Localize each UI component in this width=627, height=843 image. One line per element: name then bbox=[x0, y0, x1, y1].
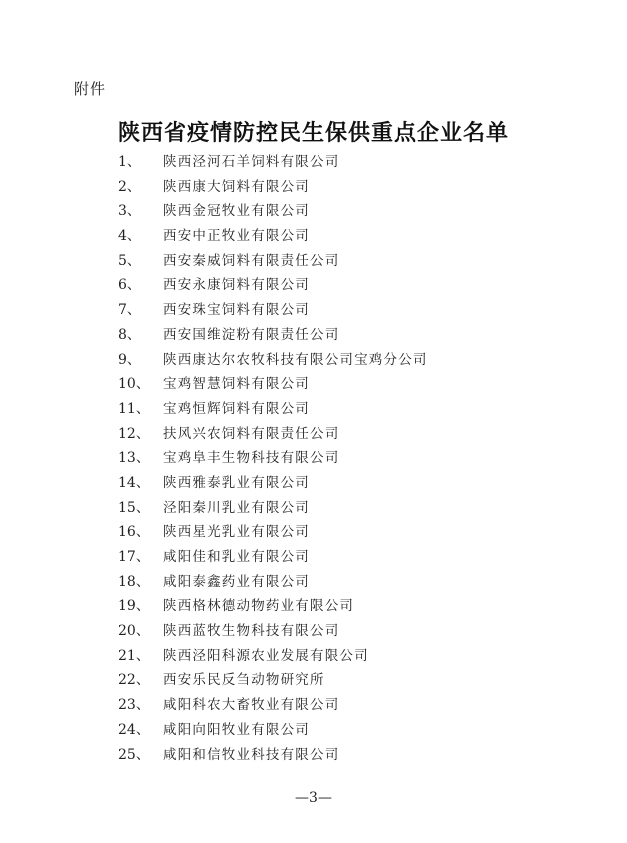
company-name: 陕西康达尔农牧科技有限公司宝鸡分公司 bbox=[163, 351, 428, 368]
list-item bbox=[0, 693, 627, 718]
list-item bbox=[0, 718, 627, 743]
company-name: 泾阳秦川乳业有限公司 bbox=[163, 499, 310, 516]
document-title: 陕西省疫情防控民生保供重点企业名单 bbox=[117, 120, 509, 146]
item-number: 13、 bbox=[118, 450, 150, 467]
list-item bbox=[0, 594, 627, 619]
company-name: 西安乐民反刍动物研究所 bbox=[163, 672, 325, 689]
company-name: 咸阳科农大畜牧业有限公司 bbox=[163, 697, 340, 714]
company-name: 宝鸡阜丰生物科技有限公司 bbox=[163, 450, 340, 467]
company-name: 西安珠宝饲料有限公司 bbox=[163, 302, 310, 319]
company-name: 咸阳佳和乳业有限公司 bbox=[163, 549, 310, 565]
list-item bbox=[0, 644, 627, 669]
item-number: 19、 bbox=[118, 598, 150, 615]
company-name: 西安国维淀粉有限责任公司 bbox=[163, 326, 340, 343]
list-item bbox=[0, 348, 627, 373]
item-number: 20、 bbox=[118, 623, 150, 640]
list-item bbox=[0, 224, 627, 249]
company-name: 西安永康饲料有限公司 bbox=[163, 277, 310, 294]
company-name: 西安中正牧业有限公司 bbox=[163, 228, 310, 245]
item-number: 16、 bbox=[118, 524, 150, 541]
list-item bbox=[0, 668, 627, 693]
company-name: 陕西雅泰乳业有限公司 bbox=[163, 474, 310, 491]
item-number: 5、 bbox=[118, 252, 141, 269]
item-number: 12、 bbox=[118, 425, 150, 442]
list-item bbox=[0, 446, 627, 471]
company-name: 陕西康大饲料有限公司 bbox=[163, 178, 310, 195]
item-number: 8、 bbox=[118, 326, 141, 343]
attachment-label: 附件 bbox=[74, 80, 107, 98]
item-number: 18、 bbox=[118, 573, 150, 590]
item-number: 22、 bbox=[118, 672, 150, 689]
list-item bbox=[0, 175, 627, 200]
company-name: 陕西蓝牧生物科技有限公司 bbox=[163, 623, 340, 640]
company-name: 宝鸡智慧饲料有限公司 bbox=[163, 376, 310, 393]
item-number: 17、 bbox=[118, 549, 150, 565]
list-item bbox=[0, 471, 627, 496]
company-name: 陕西金冠牧业有限公司 bbox=[163, 203, 310, 220]
list-item bbox=[0, 570, 627, 595]
item-number: 25、 bbox=[118, 746, 150, 763]
list-item bbox=[0, 150, 627, 175]
page-number: —3— bbox=[295, 790, 332, 806]
company-name: 陕西格林德动物药业有限公司 bbox=[163, 598, 355, 615]
item-number: 14、 bbox=[118, 474, 150, 491]
company-name: 陕西泾阳科源农业发展有限公司 bbox=[163, 647, 369, 664]
company-name: 宝鸡恒辉饲料有限公司 bbox=[163, 400, 310, 417]
list-item bbox=[0, 397, 627, 422]
list-item bbox=[0, 372, 627, 397]
item-number: 4、 bbox=[118, 228, 141, 245]
list-item bbox=[0, 743, 627, 768]
company-name: 咸阳向阳牧业有限公司 bbox=[163, 721, 310, 738]
item-number: 15、 bbox=[118, 499, 150, 516]
list-item bbox=[0, 323, 627, 348]
item-number: 23、 bbox=[118, 697, 150, 714]
company-name: 咸阳和信牧业科技有限公司 bbox=[163, 746, 340, 763]
list-item bbox=[0, 422, 627, 447]
list-item bbox=[0, 273, 627, 298]
item-number: 10、 bbox=[118, 376, 150, 393]
list-item bbox=[0, 496, 627, 521]
list-item bbox=[0, 545, 627, 570]
list-item bbox=[0, 249, 627, 274]
item-number: 11、 bbox=[118, 400, 150, 417]
item-number: 21、 bbox=[118, 647, 150, 664]
item-number: 1、 bbox=[118, 154, 141, 170]
item-number: 2、 bbox=[118, 178, 141, 195]
company-list bbox=[0, 150, 627, 767]
company-name: 扶风兴农饲料有限责任公司 bbox=[163, 425, 340, 442]
company-name: 陕西星光乳业有限公司 bbox=[163, 524, 310, 541]
list-item bbox=[0, 298, 627, 323]
company-name: 西安秦威饲料有限责任公司 bbox=[163, 252, 340, 269]
item-number: 9、 bbox=[118, 351, 141, 368]
item-number: 6、 bbox=[118, 277, 141, 294]
company-name: 陕西泾河石羊饲料有限公司 bbox=[163, 154, 340, 170]
company-name: 咸阳泰鑫药业有限公司 bbox=[163, 573, 310, 590]
list-item bbox=[0, 199, 627, 224]
item-number: 3、 bbox=[118, 203, 141, 220]
list-item bbox=[0, 619, 627, 644]
item-number: 24、 bbox=[118, 721, 150, 738]
item-number: 7、 bbox=[118, 302, 141, 319]
list-item bbox=[0, 520, 627, 545]
